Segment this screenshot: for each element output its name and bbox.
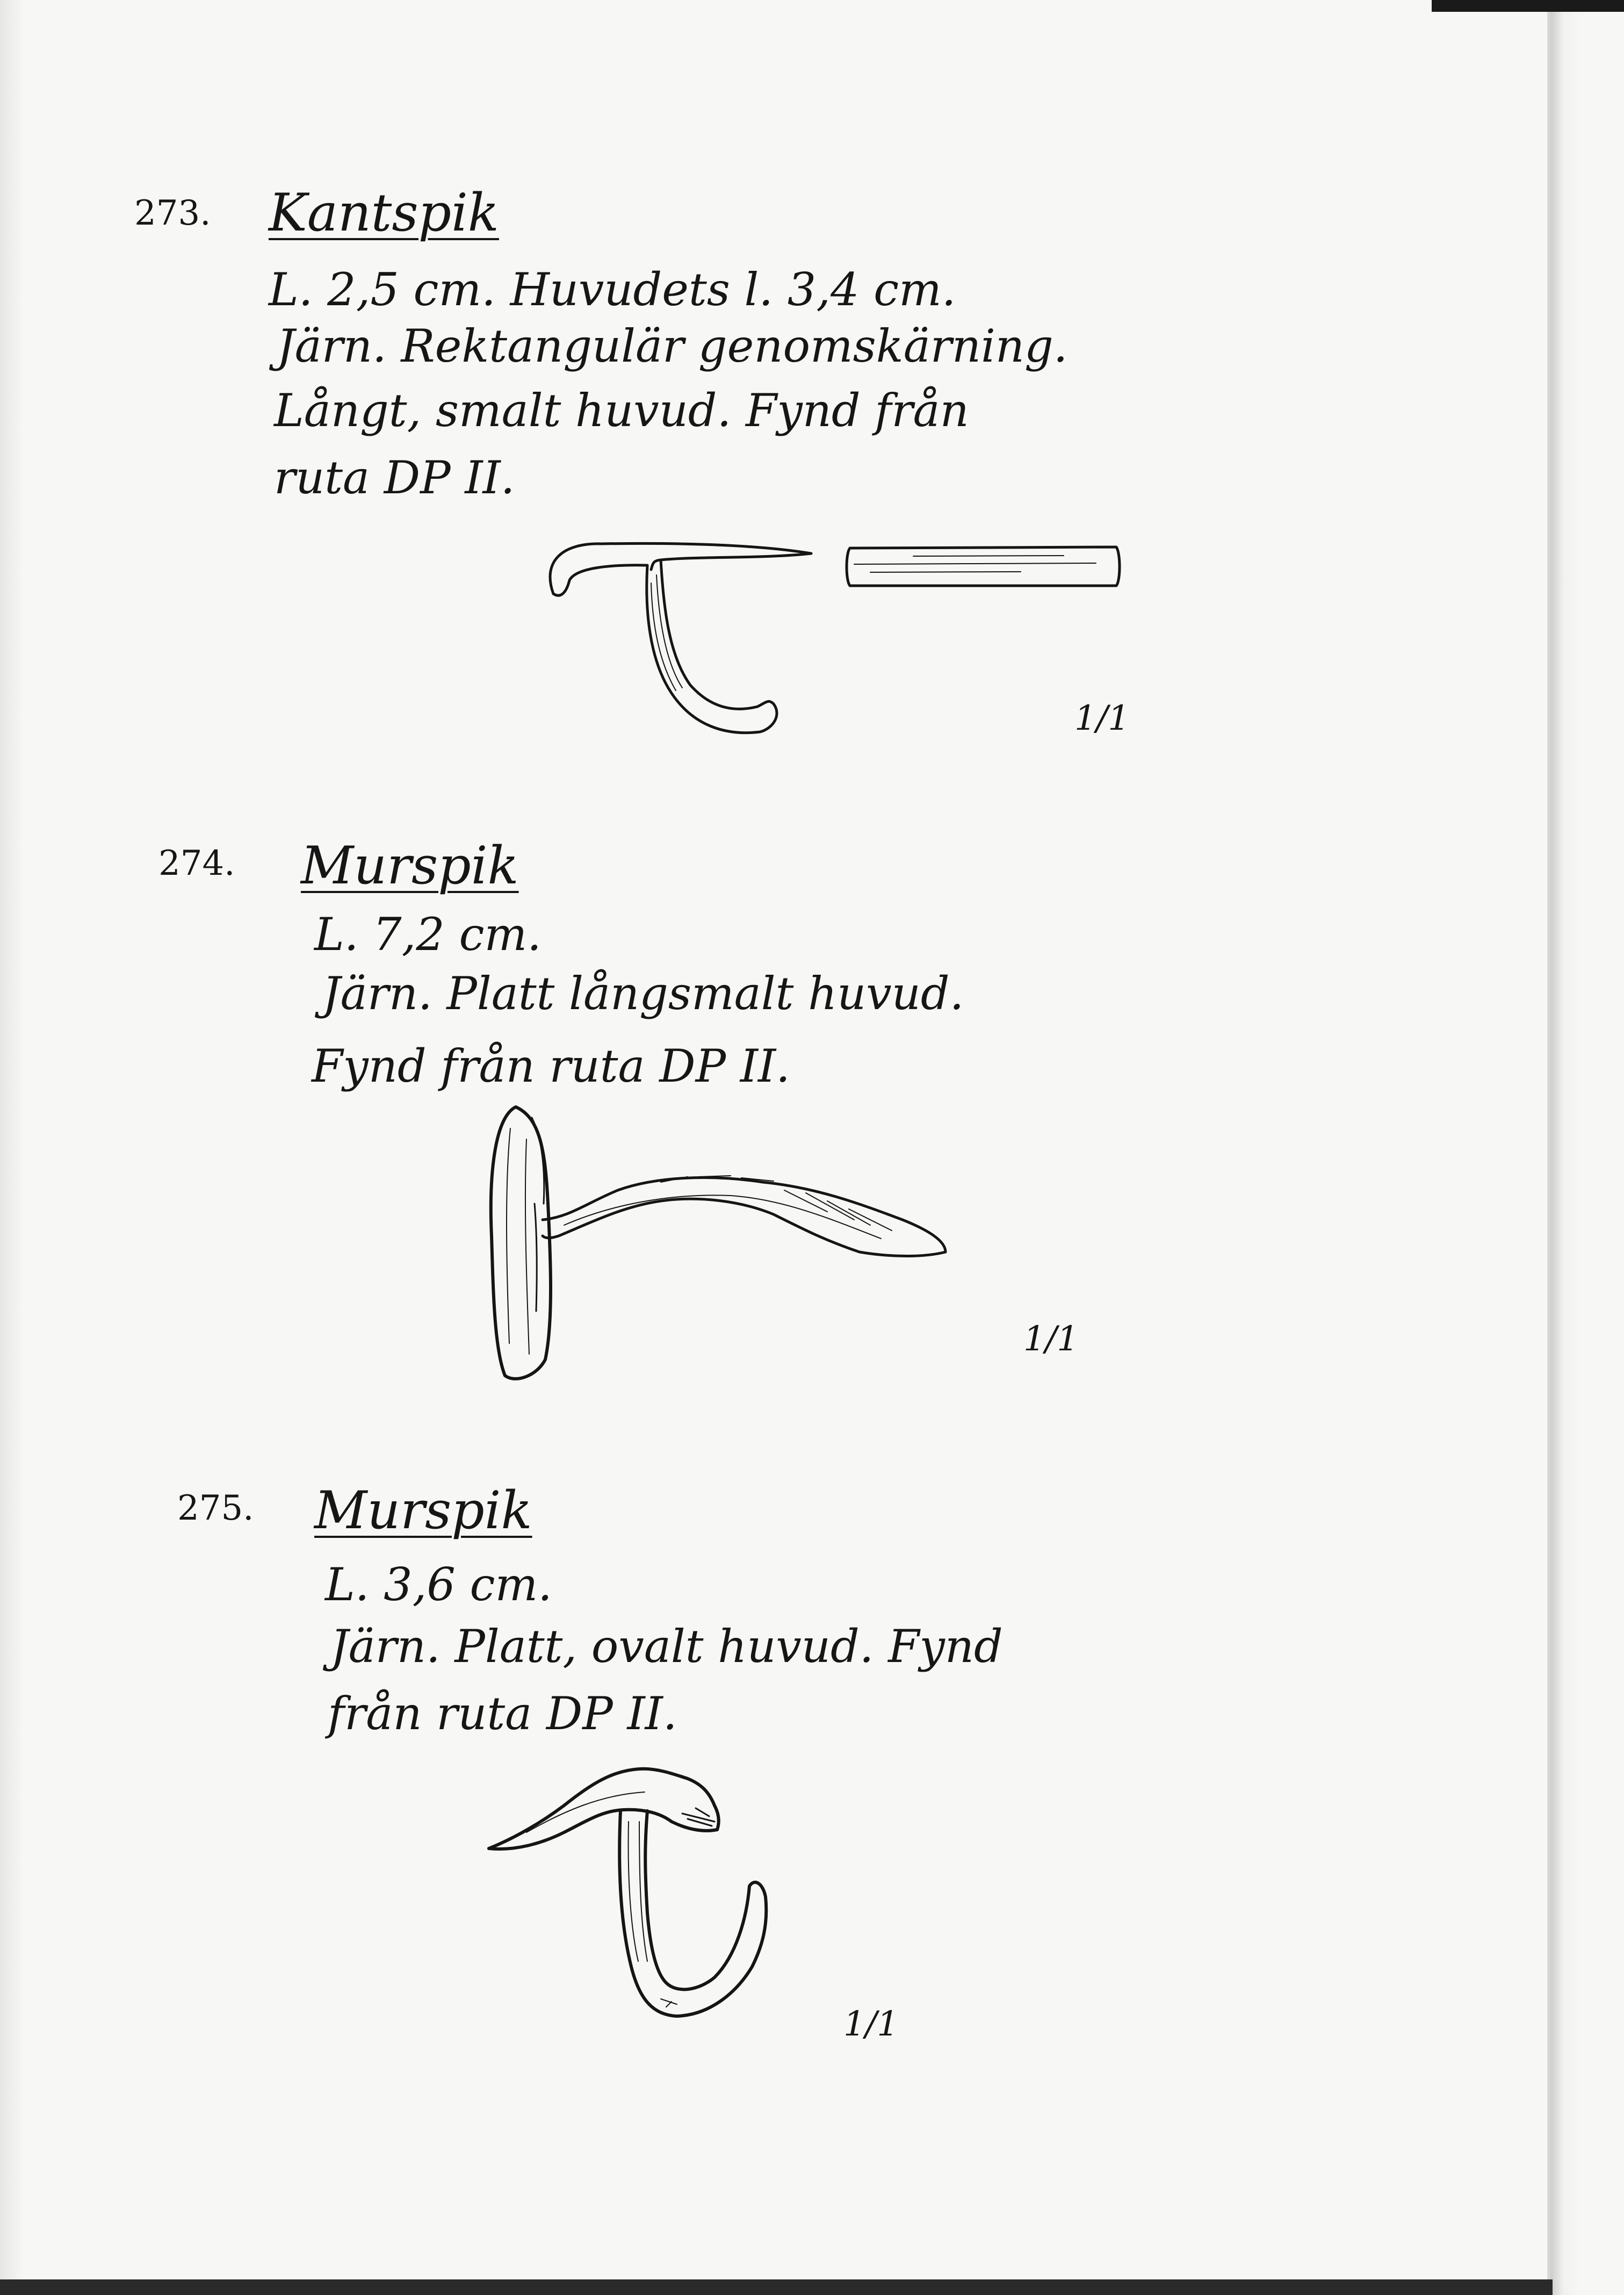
entry-274-line-3: Fynd från ruta DP II. — [312, 1040, 790, 1092]
entry-273-number: 273. — [134, 193, 211, 233]
entry-273-scale: 1/1 — [1074, 699, 1130, 738]
entry-275-line-3: från ruta DP II. — [328, 1687, 677, 1740]
page-edge-bottom — [0, 2279, 1553, 2295]
page-edge-left — [0, 0, 24, 2295]
entry-275-number: 275. — [177, 1488, 254, 1528]
entry-274-number: 274. — [158, 844, 235, 883]
page-strip-top — [1432, 0, 1624, 12]
murspik-274-drawing — [483, 1096, 1010, 1397]
entry-273-line-1: L. 2,5 cm. Huvudets l. 3,4 cm. — [269, 263, 956, 316]
entry-274-scale: 1/1 — [1023, 1319, 1079, 1359]
entry-275-scale: 1/1 — [843, 2004, 899, 2044]
entry-274-line-1: L. 7,2 cm. — [314, 908, 542, 961]
entry-274-line-2: Järn. Platt långsmalt huvud. — [322, 967, 964, 1020]
entry-274-title: Murspik — [301, 836, 519, 896]
entry-273-line-4: ruta DP II. — [274, 451, 515, 504]
entry-273-line-2: Järn. Rektangulär genomskärning. — [277, 320, 1068, 372]
page-edge-right — [1547, 0, 1624, 2295]
murspik-275-drawing — [483, 1762, 827, 2063]
entry-273-title: Kantspik — [269, 183, 499, 243]
entry-275-line-1: L. 3,6 cm. — [325, 1558, 552, 1611]
entry-275-title: Murspik — [314, 1480, 532, 1541]
kantspik-drawing — [537, 532, 1139, 747]
entry-275-line-2: Järn. Platt, ovalt huvud. Fynd — [330, 1620, 1003, 1673]
entry-273-line-3: Långt, smalt huvud. Fynd från — [274, 384, 969, 437]
